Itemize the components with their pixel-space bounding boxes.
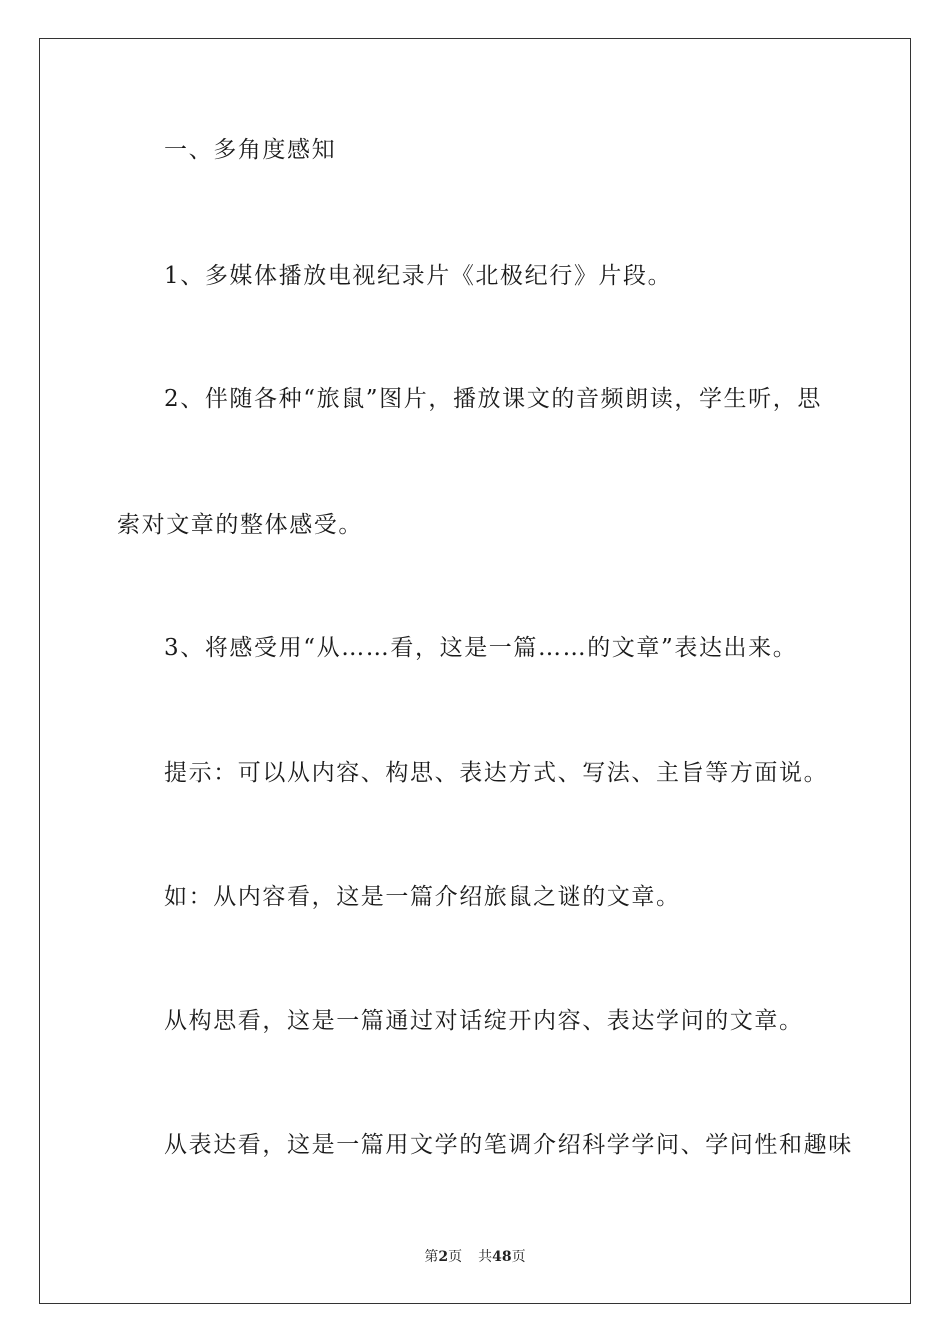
paragraph-line: 从构思看，这是一篇通过对话绽开内容、表达学问的文章。 [164,1008,804,1034]
page-footer [0,1247,950,1267]
page-number: 2 [438,1249,449,1265]
page-suffix: 页 [448,1249,463,1265]
section-heading: 一、多角度感知 [164,137,337,163]
paragraph-line: 2、伴随各种“旅鼠”图片，播放课文的音频朗读，学生听，思 [164,386,822,412]
total-pages: 48 [492,1249,512,1265]
paragraph-line: 3、将感受用“从……看，这是一篇……的文章”表达出来。 [164,635,798,661]
total-prefix: 共 [478,1249,493,1265]
paragraph-line-continuation: 索对文章的整体感受。 [117,512,363,538]
paragraph-line: 从表达看，这是一篇用文学的笔调介绍科学学问、学问性和趣味 [164,1132,853,1158]
paragraph-line: 提示：可以从内容、构思、表达方式、写法、主旨等方面说。 [164,760,829,786]
total-suffix: 页 [511,1249,526,1265]
page-border [39,38,911,1304]
paragraph-line: 如：从内容看，这是一篇介绍旅鼠之谜的文章。 [164,884,681,910]
paragraph-line: 1、多媒体播放电视纪录片《北极纪行》片段。 [164,263,673,289]
page-prefix: 第 [424,1249,439,1265]
